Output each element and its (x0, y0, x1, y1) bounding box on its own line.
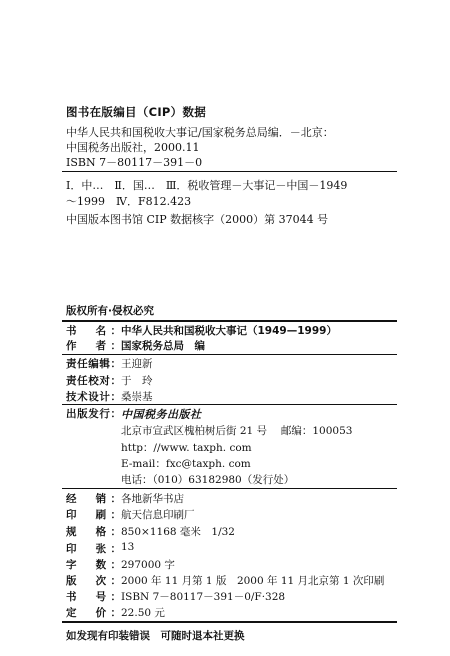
phone-line: 电话：（010）63182980（发行处） (121, 474, 295, 486)
author-value: 国家税务总局 编 (121, 340, 205, 352)
price-value: 22.50 元 (121, 607, 165, 619)
field-label: 版 次： (66, 575, 121, 587)
author-row (66, 338, 205, 353)
designer-value: 桑崇基 (121, 391, 153, 403)
field-label: 印 刷： (66, 509, 121, 521)
field-label: 作 者： (66, 340, 121, 352)
book-title-row (66, 323, 337, 338)
divider (62, 488, 397, 489)
cip-title: 图书在版编目（CIP）数据 (66, 105, 207, 119)
printer-value: 航天信息印刷厂 (121, 509, 195, 521)
distributor-value: 各地新华书店 (121, 493, 184, 505)
editor-row (66, 356, 153, 371)
email-line: E-mail：fxc@taxph. com (121, 458, 251, 470)
word-count-row (66, 557, 175, 572)
website-line: http：//www. taxph. com (121, 442, 252, 454)
cip-record-number: 中国版本图书馆 CIP 数据核字（2000）第 37044 号 (66, 213, 329, 226)
cip-line: Ⅰ．中… Ⅱ．国… Ⅲ．税收管理－大事记－中国－1949 (66, 179, 348, 192)
cip-divider (62, 171, 397, 172)
isbn-value: ISBN 7－80117－391－0/F·328 (121, 591, 286, 603)
field-label: 责任编辑： (66, 358, 121, 370)
proofreader-value: 于 玲 (121, 375, 153, 387)
format-value: 850×1168 毫米 1/32 (121, 526, 235, 538)
address-line: 北京市宣武区槐柏树后街 21 号 邮编：100053 (121, 425, 353, 437)
cip-line: 中华人民共和国税收大事记/国家税务总局编．－北京： (66, 126, 334, 139)
cip-line: 中国税务出版社，2000.11 (66, 141, 200, 154)
editor-value: 王迎新 (121, 358, 153, 370)
field-label: 印 张： (66, 543, 121, 555)
designer-row (66, 389, 153, 404)
field-label: 定 价： (66, 607, 121, 619)
isbn-row (66, 589, 285, 604)
footer-note: 如发现有印装错误 可随时退本社更换 (66, 630, 245, 642)
format-row (66, 524, 235, 539)
field-label: 书 号： (66, 591, 121, 603)
copyright-notice: 版权所有·侵权必究 (66, 305, 154, 317)
word-count-value: 297000 字 (121, 559, 175, 571)
sheets-row (66, 541, 134, 556)
divider (62, 404, 397, 405)
edition-row (66, 573, 384, 588)
field-label: 书 名： (66, 325, 121, 337)
printer-row (66, 507, 195, 522)
distributor-row (66, 491, 184, 506)
cip-line: ISBN 7－80117－391－0 (66, 156, 203, 169)
book-title-value: 中华人民共和国税收大事记（1949—1999） (121, 325, 337, 337)
field-label: 技术设计： (66, 391, 121, 403)
field-label: 出版发行： (66, 408, 121, 420)
sheets-value: 13 (121, 541, 135, 553)
top-divider (62, 320, 397, 322)
field-label: 经 销： (66, 493, 121, 505)
edition-value: 2000 年 11 月第 1 版 2000 年 11 月北京第 1 次印刷 (121, 575, 385, 587)
divider (62, 354, 397, 355)
field-label: 责任校对： (66, 375, 121, 387)
publisher-row (66, 406, 202, 422)
publisher-logo: 中国税务出版社 (121, 408, 202, 421)
bottom-divider (62, 621, 397, 623)
cip-line: ～1999 Ⅳ．F812.423 (66, 195, 192, 208)
field-label: 规 格： (66, 526, 121, 538)
price-row (66, 605, 165, 620)
field-label: 字 数： (66, 559, 121, 571)
proofreader-row (66, 373, 153, 388)
